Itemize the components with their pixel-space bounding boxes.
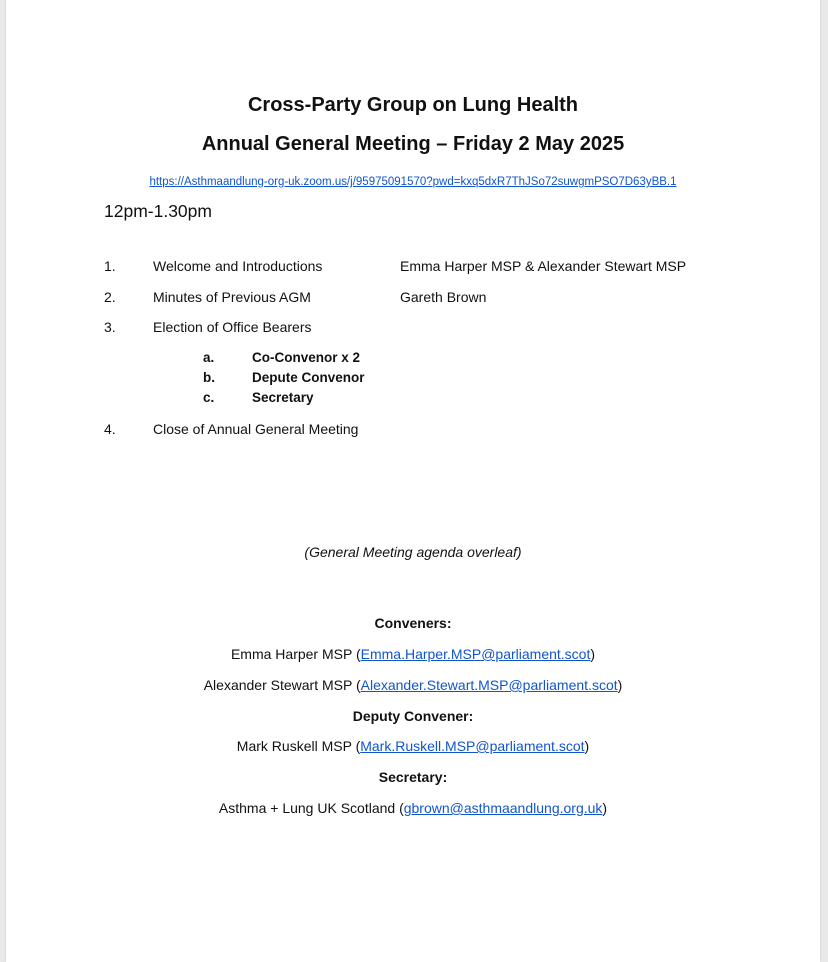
agenda-number: 1. <box>104 258 116 274</box>
agenda-item-label: Election of Office Bearers <box>153 319 312 335</box>
agenda-item-label: Close of Annual General Meeting <box>153 421 359 437</box>
email-link[interactable]: Mark.Ruskell.MSP@parliament.scot <box>360 738 585 754</box>
sub-item-label: Co-Convenor x 2 <box>252 350 361 365</box>
contact-close: ) <box>590 646 596 662</box>
contact-close: ) <box>602 800 608 816</box>
agenda-number: 2. <box>104 289 116 305</box>
contact-name: Asthma + Lung UK Scotland ( <box>218 800 404 816</box>
agenda-presenter: Emma Harper MSP & Alexander Stewart MSP <box>400 258 687 274</box>
meeting-subtitle: Annual General Meeting – Friday 2 May 2025 <box>201 133 625 155</box>
convener-contact-2 <box>6 677 820 693</box>
sub-item-label: Secretary <box>252 390 314 405</box>
email-link[interactable]: gbrown@asthmaandlung.org.uk <box>403 800 603 816</box>
deputy-convener-heading: Deputy Convener: <box>352 708 474 724</box>
contact-name: Emma Harper MSP ( <box>230 646 361 662</box>
agenda-item-3 <box>6 319 820 339</box>
contact-name: Alexander Stewart MSP ( <box>203 677 361 693</box>
agenda-item-4 <box>6 421 820 441</box>
agenda-item-2 <box>6 289 820 309</box>
secretary-heading: Secretary: <box>378 769 448 785</box>
agenda-item-1 <box>6 258 820 278</box>
email-link[interactable]: Emma.Harper.MSP@parliament.scot <box>360 646 591 662</box>
overleaf-note: (General Meeting agenda overleaf) <box>304 544 522 560</box>
sub-item-letter: a. <box>203 350 215 365</box>
agenda-item-label: Minutes of Previous AGM <box>153 289 311 305</box>
zoom-link-line <box>6 172 820 190</box>
agenda-presenter: Gareth Brown <box>400 289 487 305</box>
deputy-convener-contact <box>6 738 820 754</box>
contact-name: Mark Ruskell MSP ( <box>236 738 361 754</box>
sub-item-letter: b. <box>203 370 215 385</box>
agenda-number: 4. <box>104 421 116 437</box>
document-page <box>6 0 820 962</box>
meeting-time: 12pm-1.30pm <box>104 201 212 221</box>
sub-item-label: Depute Convenor <box>252 370 365 385</box>
conveners-heading: Conveners: <box>374 615 452 631</box>
agenda-item-label: Welcome and Introductions <box>153 258 323 274</box>
document-title: Cross-Party Group on Lung Health <box>247 94 579 116</box>
zoom-link[interactable]: https://Asthmaandlung-org-uk.zoom.us/j/95975091570?pwd=kxq5dxR7ThJSo72suwgmPSO7D63yBB.1 <box>149 176 677 188</box>
email-link[interactable]: Alexander.Stewart.MSP@parliament.scot <box>360 677 618 693</box>
agenda-number: 3. <box>104 319 116 335</box>
contact-close: ) <box>584 738 590 754</box>
sub-item-letter: c. <box>203 390 215 405</box>
convener-contact-1 <box>6 646 820 662</box>
secretary-contact <box>6 800 820 816</box>
contact-close: ) <box>617 677 623 693</box>
